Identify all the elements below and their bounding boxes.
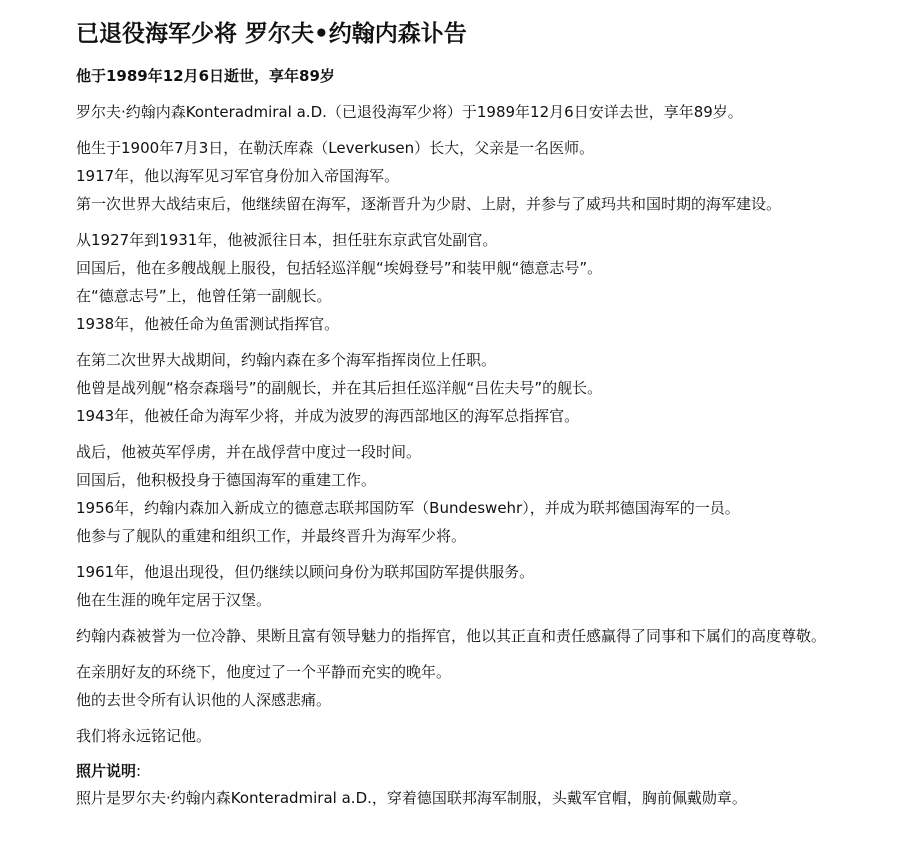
paragraph-line: 他在生涯的晚年定居于汉堡。 bbox=[76, 591, 272, 609]
subtitle: 他于1989年12月6日逝世，享年89岁 bbox=[76, 67, 335, 85]
photo-caption-colon: : bbox=[136, 762, 142, 780]
paragraph-line: 在亲朋好友的环绕下，他度过了一个平静而充实的晚年。 bbox=[76, 663, 452, 681]
paragraph-line: 从1927年到1931年，他被派往日本，担任驻东京武官处副官。 bbox=[76, 231, 498, 249]
paragraph-line: 约翰内森被誉为一位冷静、果断且富有领导魅力的指挥官，他以其正直和责任感赢得了同事和下属们的高度尊敬。 bbox=[76, 627, 827, 645]
paragraph-line: 1938年，他被任命为鱼雷测试指挥官。 bbox=[76, 315, 340, 333]
paragraph-line: 回国后，他积极投身于德国海军的重建工作。 bbox=[76, 471, 377, 489]
paragraph-line: 我们将永远铭记他。 bbox=[76, 727, 212, 745]
obituary-paragraph bbox=[76, 658, 856, 714]
obituary-paragraph bbox=[76, 226, 856, 338]
paragraph-line: 在第二次世界大战期间，约翰内森在多个海军指挥岗位上任职。 bbox=[76, 351, 497, 369]
paragraph-line: 回国后，他在多艘战舰上服役，包括轻巡洋舰“埃姆登号”和装甲舰“德意志号”。 bbox=[76, 259, 603, 277]
paragraph-line: 1961年，他退出现役，但仍继续以顾问身份为联邦国防军提供服务。 bbox=[76, 563, 535, 581]
paragraph-line: 他生于1900年7月3日，在勒沃库森（Leverkusen）长大，父亲是一名医师。 bbox=[76, 139, 595, 157]
obituary-paragraph bbox=[76, 622, 856, 650]
obituary-paragraph bbox=[76, 722, 856, 750]
paragraph-line: 罗尔夫·约翰内森Konteradmiral a.D.（已退役海军少将）于1989年12月6日安详去世，享年89岁。 bbox=[76, 103, 743, 121]
paragraph-line: 在“德意志号”上，他曾任第一副舰长。 bbox=[76, 287, 332, 305]
obituary-paragraph bbox=[76, 438, 856, 550]
obituary-paragraph bbox=[76, 346, 856, 430]
photo-caption-text: 照片是罗尔夫·约翰内森Konteradmiral a.D.，穿着德国联邦海军制服，头戴军官帽，胸前佩戴勋章。 bbox=[76, 789, 747, 807]
photo-caption-heading bbox=[76, 758, 909, 784]
obituary-paragraph bbox=[76, 134, 856, 218]
photo-caption-label: 照片说明 bbox=[76, 762, 137, 780]
obituary-body bbox=[76, 98, 909, 750]
page-title: 已退役海军少将 罗尔夫•约翰内森讣告 bbox=[76, 21, 467, 47]
obituary-paragraph bbox=[76, 558, 856, 614]
paragraph-line: 1943年，他被任命为海军少将，并成为波罗的海西部地区的海军总指挥官。 bbox=[76, 407, 580, 425]
paragraph-line: 他曾是战列舰“格奈森瑙号”的副舰长，并在其后担任巡洋舰“吕佐夫号”的舰长。 bbox=[76, 379, 603, 397]
paragraph-line: 他参与了舰队的重建和组织工作，并最终晋升为海军少将。 bbox=[76, 527, 467, 545]
obituary-paragraph bbox=[76, 98, 856, 126]
paragraph-line: 第一次世界大战结束后，他继续留在海军，逐渐晋升为少尉、上尉，并参与了威玛共和国时期的海军建设。 bbox=[76, 195, 782, 213]
paragraph-line: 战后，他被英军俘虏，并在战俘营中度过一段时间。 bbox=[76, 443, 422, 461]
paragraph-line: 1917年，他以海军见习军官身份加入帝国海军。 bbox=[76, 167, 400, 185]
paragraph-line: 1956年，约翰内森加入新成立的德意志联邦国防军（Bundeswehr），并成为联邦德国海军的一员。 bbox=[76, 499, 740, 517]
paragraph-line: 他的去世令所有认识他的人深感悲痛。 bbox=[76, 691, 332, 709]
